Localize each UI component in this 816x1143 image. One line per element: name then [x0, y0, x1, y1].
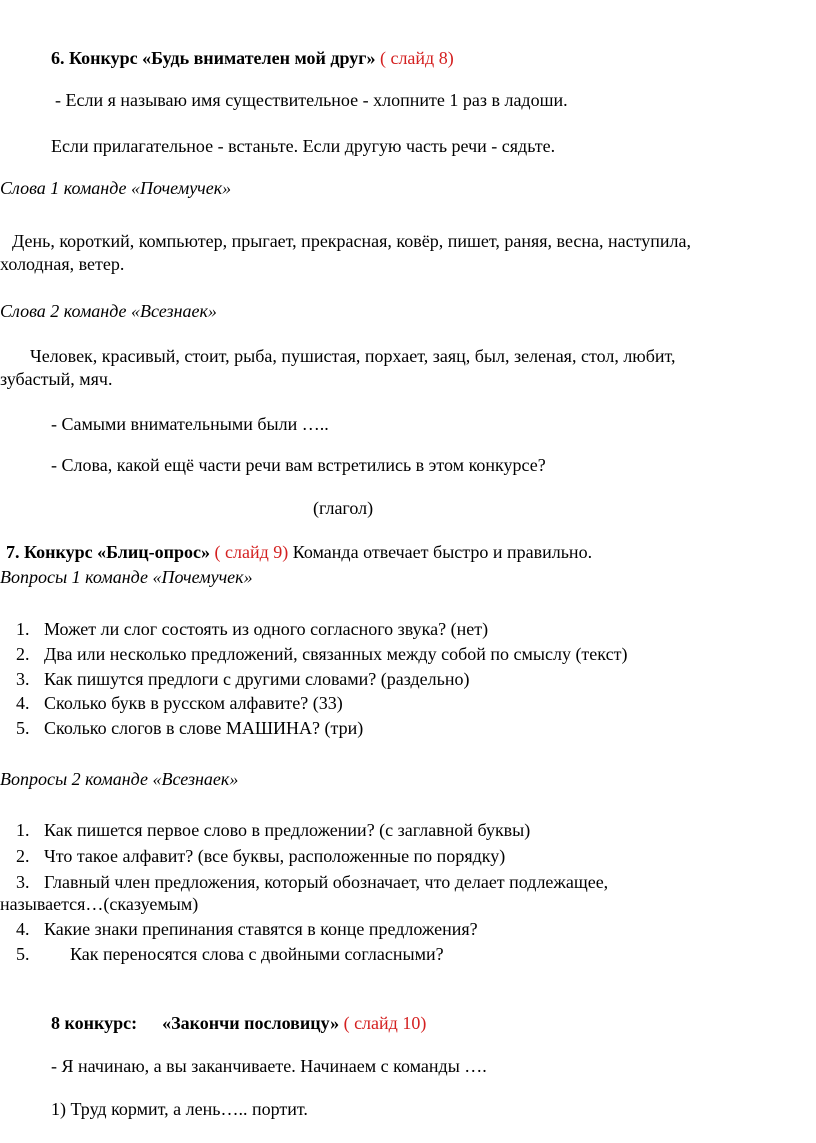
- list-item: 2. Что такое алфавит? (все буквы, расположенные по порядку): [16, 846, 506, 866]
- section-8-heading-line: [51, 1012, 426, 1034]
- section-7-team1-label: Вопросы 1 команде «Почемучек»: [0, 567, 253, 587]
- section-6-question-1: - Самыми внимательными были …..: [51, 414, 329, 434]
- list-item: 2. Два или несколько предложений, связанных между собой по смыслу (текст): [16, 644, 628, 664]
- list-item: 3. Как пишутся предлоги с другими словами? (раздельно): [16, 669, 470, 689]
- section-8-proverb-1: 1) Труд кормит, а лень….. портит.: [51, 1099, 308, 1119]
- list-item: 1. Как пишется первое слово в предложении? (с заглавной буквы): [16, 820, 531, 840]
- section-8-slide-ref: ( слайд 10): [343, 1013, 427, 1033]
- section-8-instruction: - Я начинаю, а вы заканчиваете. Начинаем с команды ….: [51, 1056, 487, 1076]
- section-6-team2-label: Слова 2 команде «Всезнаек»: [0, 301, 217, 321]
- section-6-heading: 6. Конкурс «Будь внимателен мой друг»: [51, 48, 376, 68]
- section-6-team1-words-line2: холодная, ветер.: [0, 254, 125, 274]
- section-6-question-2: - Слова, какой ещё части речи вам встретились в этом конкурсе?: [51, 455, 546, 475]
- list-item: 3. Главный член предложения, который обозначает, что делает подлежащее,: [16, 872, 609, 892]
- section-6-answer: (глагол): [313, 498, 374, 518]
- list-item: 1. Может ли слог состоять из одного согласного звука? (нет): [16, 619, 489, 639]
- section-7-heading-line: [6, 541, 592, 563]
- list-item-continuation: называется…(сказуемым): [0, 894, 199, 914]
- section-6-team2-words-line1: Человек, красивый, стоит, рыба, пушистая, порхает, заяц, был, зеленая, стол, любит,: [30, 346, 676, 366]
- section-6-team2-words-line2: зубастый, мяч.: [0, 369, 113, 389]
- section-6-instruction-1: - Если я называю имя существительное - хлопните 1 раз в ладоши.: [55, 90, 568, 110]
- section-7-slide-ref: ( слайд 9): [214, 542, 289, 562]
- section-7-heading-tail: Команда отвечает быстро и правильно.: [292, 542, 593, 562]
- section-7-team2-label: Вопросы 2 команде «Всезнаек»: [0, 769, 239, 789]
- section-8-heading-number: 8 конкурс:: [51, 1013, 138, 1033]
- section-6-slide-ref: ( слайд 8): [379, 48, 454, 68]
- list-item: 5. Сколько слогов в слове МАШИНА? (три): [16, 718, 364, 738]
- list-item: 4. Какие знаки препинания ставятся в конце предложения?: [16, 919, 478, 939]
- list-item: 4. Сколько букв в русском алфавите? (33): [16, 693, 343, 713]
- section-6-instruction-2: Если прилагательное - встаньте. Если другую часть речи - сядьте.: [51, 136, 556, 156]
- section-6-heading-line: [51, 47, 454, 69]
- section-6-team1-words-line1: День, короткий, компьютер, прыгает, прекрасная, ковёр, пишет, раняя, весна, наступила,: [12, 231, 691, 251]
- list-item: 5. Как переносятся слова с двойными согласными?: [16, 944, 444, 964]
- section-6-team1-label: Слова 1 команде «Почемучек»: [0, 178, 232, 198]
- section-7-heading: 7. Конкурс «Блиц-опрос»: [6, 542, 211, 562]
- section-8-heading-title: «Закончи пословицу»: [162, 1013, 340, 1033]
